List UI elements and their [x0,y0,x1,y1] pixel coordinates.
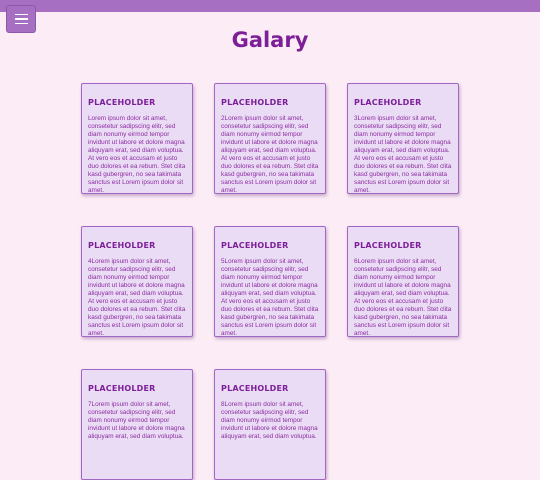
card-text: 7Lorem ipsum dolor sit amet, consetetur sadipscing elitr, sed diam nonumy eirmod tempor invidunt ut labore et dolore magna aliquyam erat, sed diam voluptua. [88,401,185,440]
gallery-card[interactable] [214,226,326,337]
card-title: PLACEHOLDER [88,384,156,393]
card-title: PLACEHOLDER [354,98,422,107]
hamburger-menu-icon-line [15,23,28,25]
page-title: Galary [231,28,309,52]
gallery-card[interactable] [214,83,326,194]
card-title: PLACEHOLDER [221,98,289,107]
gallery-card[interactable] [81,369,193,480]
card-title: PLACEHOLDER [88,98,156,107]
gallery-card[interactable] [81,226,193,337]
gallery-card[interactable] [347,83,459,194]
top-bar [0,0,540,12]
card-title: PLACEHOLDER [354,241,422,250]
gallery-grid [81,83,461,480]
card-title: PLACEHOLDER [221,241,289,250]
card-title: PLACEHOLDER [221,384,289,393]
hamburger-menu-icon [15,14,28,16]
gallery-card[interactable] [214,369,326,480]
card-text: 8Lorem ipsum dolor sit amet, consetetur sadipscing elitr, sed diam nonumy eirmod tempor invidunt ut labore et dolore magna aliquyam erat, sed diam voluptua. [221,401,318,440]
hamburger-menu-icon-line [15,18,28,20]
card-text: 6Lorem ipsum dolor sit amet, consetetur sadipscing elitr, sed diam nonumy eirmod tempor invidunt ut labore et dolore magna aliquyam erat, sed diam voluptua. At vero eos et accusam et justo duo dolores et ea rebum. Stet clita kasd gubergren, no sea takimata sanctus est Lorem ipsum dolor sit amet. [354,258,452,337]
gallery-card[interactable] [347,226,459,337]
card-text: 3Lorem ipsum dolor sit amet, consetetur sadipscing elitr, sed diam nonumy eirmod tempor invidunt ut labore et dolore magna aliquyam erat, sed diam voluptua. At vero eos et accusam et justo duo dolores et ea rebum. Stet clita kasd gubergren, no sea takimata sanctus est Lorem ipsum dolor sit amet. [354,115,452,194]
card-text: 2Lorem ipsum dolor sit amet, consetetur sadipscing elitr, sed diam nonumy eirmod tempor invidunt ut labore et dolore magna aliquyam erat, sed diam voluptua. At vero eos et accusam et justo duo dolores et ea rebum. Stet clita kasd gubergren, no sea takimata sanctus est Lorem ipsum dolor sit amet. [221,115,319,194]
card-text: Lorem ipsum dolor sit amet, consetetur sadipscing elitr, sed diam nonumy eirmod tempor invidunt ut labore et dolore magna aliquyam erat, sed diam voluptua. At vero eos et accusam et justo duo dolores et ea rebum. Stet clita kasd gubergren, no sea takimata sanctus est Lorem ipsum dolor sit amet. [88,115,186,194]
card-title: PLACEHOLDER [88,241,156,250]
gallery-card[interactable] [81,83,193,194]
card-text: 5Lorem ipsum dolor sit amet, consetetur sadipscing elitr, sed diam nonumy eirmod tempor invidunt ut labore et dolore magna aliquyam erat, sed diam voluptua. At vero eos et accusam et justo duo dolores et ea rebum. Stet clita kasd gubergren, no sea takimata sanctus est Lorem ipsum dolor sit amet. [221,258,319,337]
card-text: 4Lorem ipsum dolor sit amet, consetetur sadipscing elitr, sed diam nonumy eirmod tempor invidunt ut labore et dolore magna aliquyam erat, sed diam voluptua. At vero eos et accusam et justo duo dolores et ea rebum. Stet clita kasd gubergren, no sea takimata sanctus est Lorem ipsum dolor sit amet. [88,258,186,337]
